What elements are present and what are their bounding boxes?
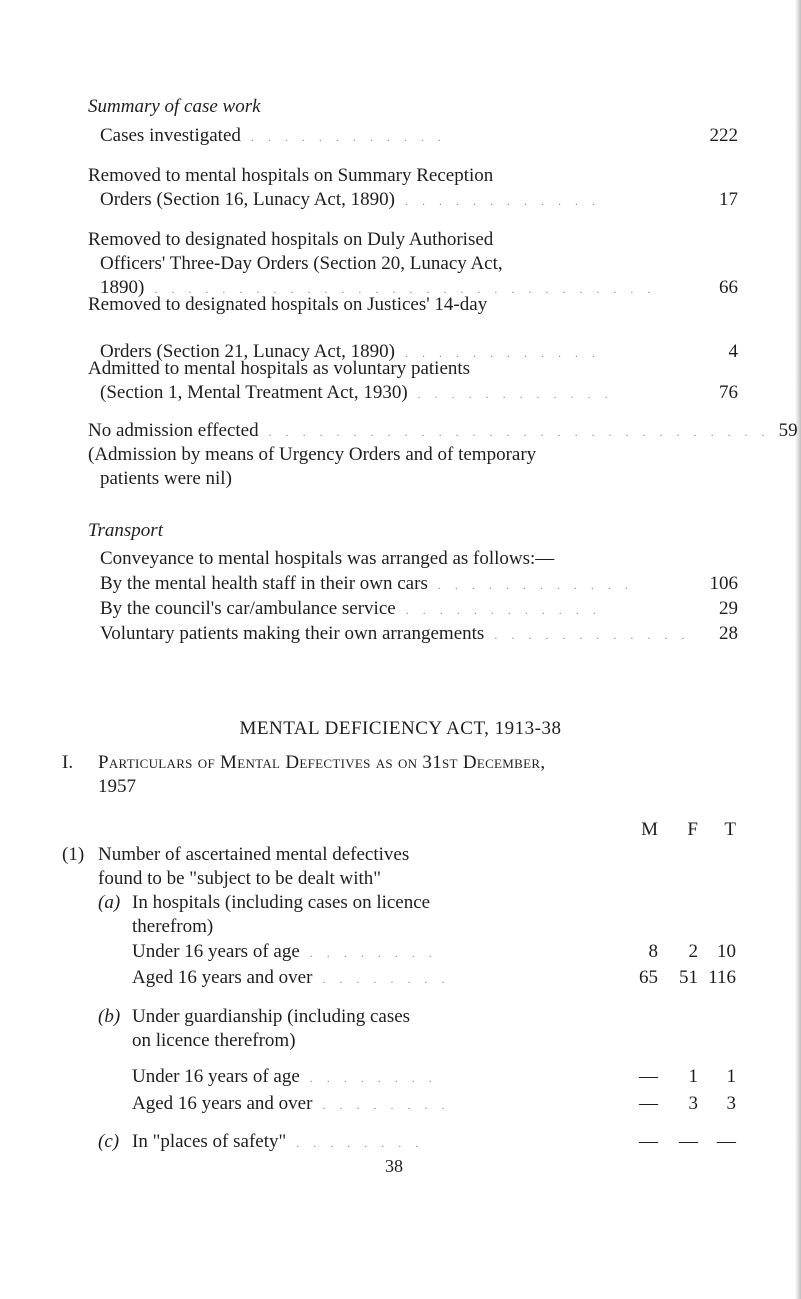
voluntary-value: 76 [719,382,738,403]
transport-item-value: 28 [719,623,738,644]
section-year: 1957 [98,776,136,797]
cell-m: — [639,1131,658,1152]
leader-dots: ........ [322,1098,459,1112]
summary-reception-line2: Orders (Section 16, Lunacy Act, 1890) [100,189,395,210]
leader-dots: ........ [296,1136,433,1150]
cell-f: 51 [679,967,698,988]
table-row [132,1093,602,1115]
voluntary-line1: Admitted to mental hospitals as voluntary patients [88,358,471,379]
three-day-line3: 1890) [100,277,145,298]
leader-dots: ............ [404,346,609,360]
table-row [132,967,602,989]
voluntary-line2: (Section 1, Mental Treatment Act, 1930) [100,382,408,403]
sub-a-line1: In hospitals (including cases on licence [132,892,431,913]
page-edge-shadow [795,0,801,1299]
column-header-f: F [687,819,698,840]
leader-dots: ............ [437,578,642,592]
transport-item [100,623,738,645]
summary-heading: Summary of case work [88,96,261,117]
transport-intro: Conveyance to mental hospitals was arranged as follows:— [100,548,555,569]
transport-item [100,573,738,595]
row-label: Aged 16 years and over [132,967,313,988]
cases-label: Cases investigated [100,125,241,146]
sub-b-line1: Under guardianship (including cases [132,1006,411,1027]
section-number: I. [62,752,74,773]
summary-reception-line1: Removed to mental hospitals on Summary Reception [88,165,494,186]
urgency-note-line2: patients were nil) [100,468,232,489]
justices-value: 4 [728,341,738,362]
column-header-t: T [724,819,736,840]
leader-dots: ............ [417,387,622,401]
row-label: Aged 16 years and over [132,1093,313,1114]
leader-dots: ............ [404,194,609,208]
cell-m: 65 [639,967,658,988]
cell-t: 1 [726,1066,736,1087]
sub-a-number: (a) [98,892,121,913]
sub-b-line2: on licence therefrom) [132,1030,296,1051]
item1-line1: Number of ascertained mental defectives [98,844,410,865]
leader-dots: .............................. [268,425,779,439]
summary-reception-value: 17 [719,189,738,210]
cell-t: 10 [717,941,736,962]
cell-m: 8 [648,941,658,962]
leader-dots: ........ [322,972,459,986]
leader-dots: ............ [405,603,610,617]
no-admission-label: No admission effected [88,420,259,441]
mental-deficiency-title: MENTAL DEFICIENCY ACT, 1913-38 [239,718,562,739]
sub-b-number: (b) [98,1006,121,1027]
three-day-line1: Removed to designated hospitals on Duly Authorised [88,229,494,250]
table-row [132,941,602,963]
transport-item-label: Voluntary patients making their own arrangements [100,623,485,644]
table-row [132,1066,602,1088]
transport-item-label: By the council's car/ambulance service [100,598,396,619]
cell-f: 1 [688,1066,698,1087]
cases-value: 222 [709,125,738,146]
section-title: Particulars of Mental Defectives as on 31st December, [98,752,546,773]
justices-line1: Removed to designated hospitals on Justices' 14-day [88,294,488,315]
leader-dots: ........ [309,1071,446,1085]
page-number: 38 [385,1156,403,1176]
cell-f: — [679,1131,698,1152]
cell-t: 3 [726,1093,736,1114]
cell-m: — [639,1066,658,1087]
leader-dots: ............ [250,130,455,144]
leader-dots: .............................. [154,282,665,296]
column-header-m: M [641,819,658,840]
transport-item-label: By the mental health staff in their own cars [100,573,428,594]
leader-dots: ........ [309,946,446,960]
transport-item-value: 106 [709,573,738,594]
cell-t: — [717,1131,736,1152]
item1-line2: found to be "subject to be dealt with" [98,868,382,889]
table-row [132,1131,602,1153]
cell-f: 2 [688,941,698,962]
cell-m: — [639,1093,658,1114]
item1-number: (1) [62,844,85,865]
transport-item [100,598,738,620]
urgency-note-line1: (Admission by means of Urgency Orders and of temporary [88,444,537,465]
leader-dots: ............ [494,628,699,642]
cell-f: 3 [688,1093,698,1114]
cases-investigated-row [100,125,738,147]
cell-t: 116 [708,967,736,988]
summary-reception-row [100,189,738,211]
row-label: Under 16 years of age [132,1066,300,1087]
three-day-line2: Officers' Three-Day Orders (Section 20, Lunacy Act, [100,253,503,274]
sub-a-line2: therefrom) [132,916,214,937]
transport-heading: Transport [88,520,163,541]
voluntary-row [100,382,738,404]
sub-c-number: (c) [98,1131,120,1152]
justices-line2: Orders (Section 21, Lunacy Act, 1890) [100,341,395,362]
no-admission-row [88,420,798,442]
no-admission-value: 59 [778,420,798,441]
transport-item-value: 29 [719,598,738,619]
row-label: In "places of safety" [132,1131,287,1152]
row-label: Under 16 years of age [132,941,300,962]
three-day-value: 66 [719,277,738,298]
